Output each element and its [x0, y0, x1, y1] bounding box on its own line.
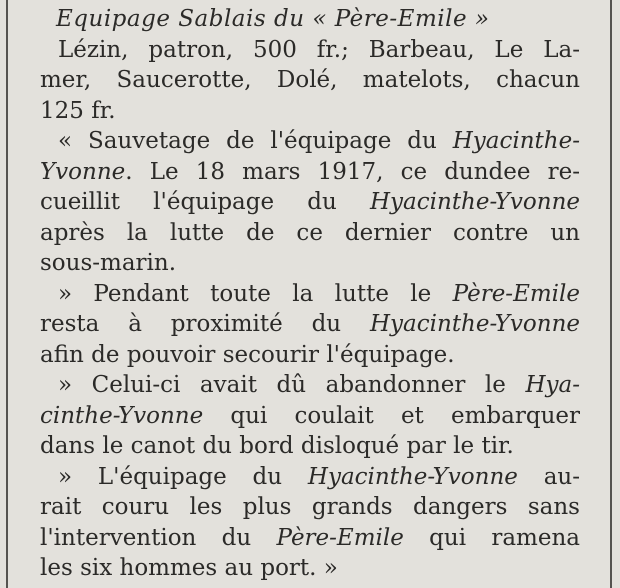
ship-name: cinthe-Yvonne: [40, 402, 204, 429]
ship-name: Hya-: [525, 372, 580, 398]
text-line: » Pendant toute la lutte le Père-Emile: [58, 280, 580, 307]
ship-name: Yvonne: [40, 158, 126, 185]
section-heading: Equipage Sablais du « Père-Emile »: [56, 6, 490, 32]
right-column-rule: [610, 0, 612, 588]
cropped-next-line: [40, 578, 440, 588]
text-line: 125 fr.: [40, 97, 116, 124]
ship-name: Père-Emile: [452, 280, 580, 307]
text-line: » Celui-ci avait dû abandonner le Hya-: [58, 372, 580, 398]
ship-name: Père-Emile: [276, 524, 404, 551]
text-line: mer, Saucerotte, Dolé, matelots, chacun: [40, 67, 580, 93]
ship-name: Hyacinthe-: [452, 128, 580, 154]
text-line: cinthe-Yvonne qui coulait et embarquer: [40, 402, 580, 429]
text-line: Yvonne. Le 18 mars 1917, ce dundee re-: [40, 158, 580, 185]
text-line: cueillit l'équipage du Hyacinthe-Yvonne: [40, 189, 580, 215]
text-line: afin de pouvoir secourir l'équipage.: [40, 341, 455, 368]
text-line: l'intervention du Père-Emile qui ramena: [40, 524, 580, 551]
ship-name: Hyacinthe-Yvonne: [370, 189, 580, 215]
ship-name: Hyacinthe-Yvonne: [370, 311, 580, 337]
text-line: » L'équipage du Hyacinthe-Yvonne au-: [58, 463, 580, 490]
text-line: resta à proximité du Hyacinthe-Yvonne: [40, 311, 580, 337]
text-line: les six hommes au port. »: [40, 555, 338, 581]
article-column: [40, 4, 580, 584]
text-line: après la lutte de ce dernier contre un: [40, 219, 580, 246]
text-line: « Sauvetage de l'équipage du Hyacinthe-: [58, 128, 580, 154]
text-line: Lézin, patron, 500 fr.; Barbeau, Le La-: [58, 36, 580, 63]
text-line: rait couru les plus grands dangers sans: [40, 494, 580, 520]
left-column-rule: [6, 0, 8, 588]
text-line: dans le canot du bord disloqué par le tir.: [40, 433, 514, 459]
text-line: sous-marin.: [40, 250, 177, 276]
ship-name: Hyacinthe-Yvonne: [307, 463, 518, 490]
